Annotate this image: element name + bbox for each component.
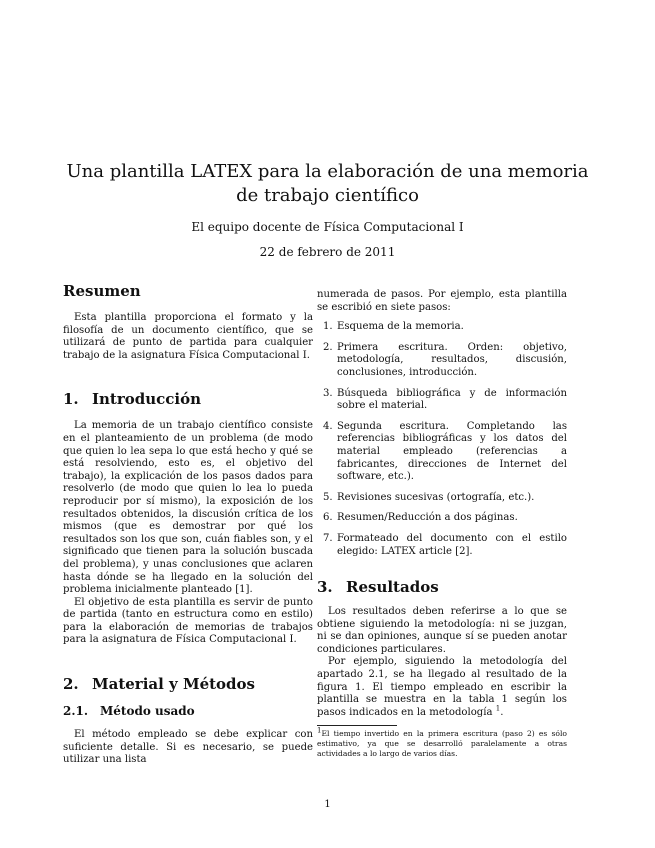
page-number: 1 [324,799,331,810]
section-number: 2. [63,675,79,694]
section-title: Introducción [92,390,202,409]
list-item: 6. Resumen/Reducción a dos páginas. [323,512,518,524]
footnote: $^1$El tiempo invertido en la primera escritura (paso 2) es sólo estimativo, ya que se desarrolló paralelamente a otras actividades a lo largo de varios días. [317,726,567,759]
subsection-title: Método usado [100,704,195,719]
methods-paragraph-continued: numerada de pasos. Por ejemplo, esta plantilla se escribió en siete pasos: [317,289,567,313]
left-column [63,282,313,767]
section-heading-introduction [63,390,313,408]
list-item: 7. Formateado del documento con el estilo elegido: LATEX article [2]. [323,532,567,557]
footnote-mark: 1 [317,726,322,735]
list-item: 4. Segunda escritura. Completando las referencias bibliográficas y los datos del material empleado (referencias a fabricantes, direcciones de Internet del software, etc.). [323,420,567,483]
results-paragraph-1: Los resultados deben referirse a lo que se obtiene siguiendo la metodología: ni se juzgan, ni se dan opiniones, aunque sí se pueden anotar condiciones particulares. [317,606,567,655]
intro-paragraph-2: El objetivo de esta plantilla es servir de punto de partida (tanto en estructura como en estilo) para la elaboración de memorias de trabajos para la asignatura de Física Computacional I. [63,596,313,646]
abstract-text: Esta plantilla proporciona el formato y la filosofía de un documento científico, que se utilizará de punto de partida para cualquier trabajo de la asignatura Física Computacional I. [63,312,313,361]
list-item: 5. Revisiones sucesivas (ortografía, etc.). [323,491,535,503]
section-heading-results [317,578,567,596]
list-item: 2. Primera escritura. Orden: objetivo, metodología, resultados, discusión, conclusiones, introducción. [323,341,567,378]
methods-paragraph-1: El método empleado se debe explicar con suficiente detalle. Si es necesario, se puede utilizar una lista [63,729,313,766]
section-number: 3. [317,578,333,597]
list-item: 1. Esquema de la memoria. [323,321,464,333]
list-item: 3. Búsqueda bibliográfica y de información sobre el material. [323,387,567,412]
subsection-heading-method [63,704,313,719]
footnote-reference: 1 [495,704,501,713]
right-column [317,289,567,759]
section-number: 1. [63,390,79,409]
subsection-number: 2.1. [63,704,89,719]
intro-paragraph-1: La memoria de un trabajo científico consiste en el planteamiento de un problema (de modo que quien lo lea sepa lo que está hecho y qué se está resolviendo, esto es, el objetivo del trabajo), la explicación de los pasos dados para resolverlo (de modo que quien lo lea lo pueda reproducir por sí mismo), la exposición de los resultados obtenidos, la discusión crítica de los mismos (que es demostrar por qué los resultados son los que son, cuán fiables son, y el significado que tienen para la solución buscada del problema), y unas conclusiones que aclaren hasta dónde se ha llegado en la solución del problema inicialmente planteado [1]. [63,420,313,596]
results-paragraph-2: Por ejemplo, siguiendo la metodología del apartado 2.1, se ha llegado al resultado de la figura 1. El tiempo empleado en escribir la plantilla se muestra en la tabla 1 según los pasos indicados en la metodología $^1$. [317,656,567,718]
paper-title: Una plantilla LATEX para la elaboración de una memoria de trabajo científico [66,161,589,206]
paper-author: El equipo docente de Física Computacional I [191,220,464,234]
section-title: Resultados [346,578,439,597]
section-title: Material y Métodos [92,675,255,694]
section-heading-methods [63,675,313,693]
steps-list [317,321,567,558]
paper-date: 22 de febrero de 2011 [259,245,396,259]
abstract-heading: Resumen [63,282,141,300]
